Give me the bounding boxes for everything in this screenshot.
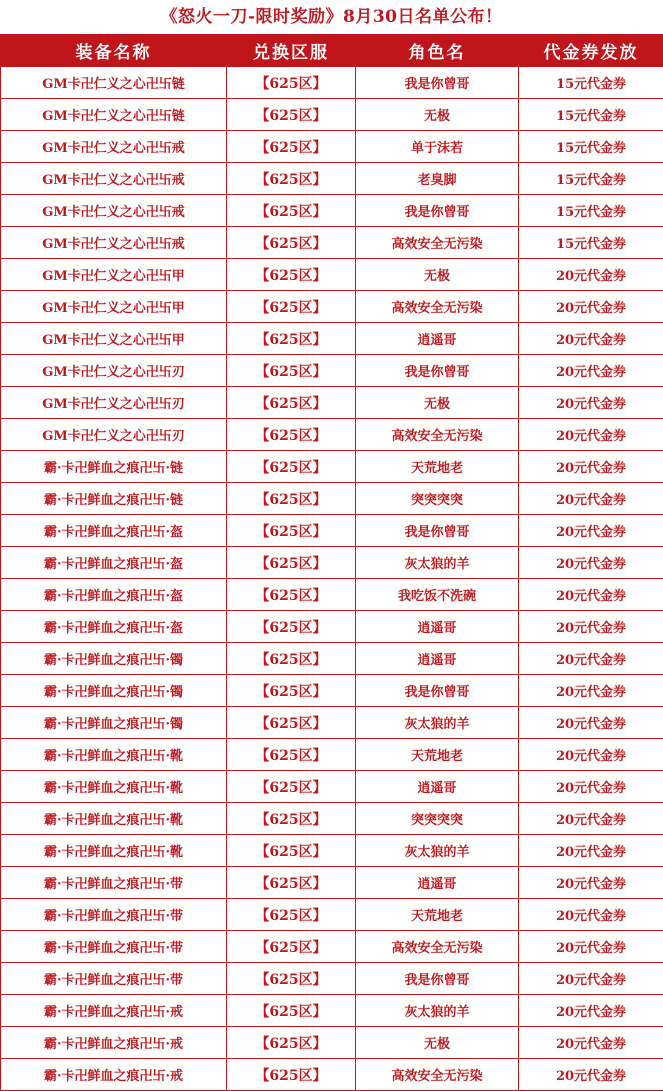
server-zone-cell: 【625区】 xyxy=(227,515,356,547)
server-zone-cell: 【625区】 xyxy=(227,291,356,323)
server-zone-cell: 【625区】 xyxy=(227,195,356,227)
character-name-cell: 单于沫若 xyxy=(356,131,519,163)
equipment-name-cell: 霸·卡卍鲜血之痕卍卐·靴 xyxy=(1,739,227,771)
character-name-cell: 灰太狼的羊 xyxy=(356,707,519,739)
table-row xyxy=(1,1059,663,1091)
server-zone-cell: 【625区】 xyxy=(227,483,356,515)
equipment-name-cell: 霸·卡卍鲜血之痕卍卐·盔 xyxy=(1,611,227,643)
server-zone-cell: 【625区】 xyxy=(227,611,356,643)
table-row xyxy=(1,419,663,451)
equipment-name-cell: GM卡卍仁义之心卍卐戒 xyxy=(1,227,227,259)
character-name-cell: 无极 xyxy=(356,259,519,291)
voucher-cell: 20元代金券 xyxy=(519,643,663,675)
equipment-name-cell: 霸·卡卍鲜血之痕卍卐·镯 xyxy=(1,643,227,675)
equipment-name-cell: 霸·卡卍鲜血之痕卍卐·戒 xyxy=(1,995,227,1027)
equipment-name-cell: GM卡卍仁义之心卍卐戒 xyxy=(1,163,227,195)
equipment-name-cell: 霸·卡卍鲜血之痕卍卐·镯 xyxy=(1,675,227,707)
table-row xyxy=(1,451,663,483)
table-row xyxy=(1,227,663,259)
table-row xyxy=(1,675,663,707)
character-name-cell: 逍遥哥 xyxy=(356,611,519,643)
voucher-cell: 20元代金券 xyxy=(519,995,663,1027)
column-header-equipment: 装备名称 xyxy=(1,35,227,67)
character-name-cell: 无极 xyxy=(356,1027,519,1059)
server-zone-cell: 【625区】 xyxy=(227,259,356,291)
server-zone-cell: 【625区】 xyxy=(227,739,356,771)
equipment-name-cell: GM卡卍仁义之心卍卐甲 xyxy=(1,259,227,291)
column-header-character: 角色名 xyxy=(356,35,519,67)
equipment-name-cell: GM卡卍仁义之心卍卐戒 xyxy=(1,195,227,227)
voucher-cell: 20元代金券 xyxy=(519,899,663,931)
table-row xyxy=(1,483,663,515)
voucher-cell: 20元代金券 xyxy=(519,739,663,771)
voucher-cell: 20元代金券 xyxy=(519,323,663,355)
character-name-cell: 无极 xyxy=(356,99,519,131)
equipment-name-cell: GM卡卍仁义之心卍卐刃 xyxy=(1,355,227,387)
character-name-cell: 突突突突 xyxy=(356,483,519,515)
table-row xyxy=(1,963,663,995)
server-zone-cell: 【625区】 xyxy=(227,419,356,451)
equipment-name-cell: 霸·卡卍鲜血之痕卍卐·镯 xyxy=(1,707,227,739)
voucher-cell: 20元代金券 xyxy=(519,547,663,579)
server-zone-cell: 【625区】 xyxy=(227,67,356,99)
reward-table xyxy=(0,34,663,1091)
character-name-cell: 我是你曾哥 xyxy=(356,355,519,387)
table-row xyxy=(1,195,663,227)
voucher-cell: 20元代金券 xyxy=(519,803,663,835)
table-row xyxy=(1,771,663,803)
character-name-cell: 我是你曾哥 xyxy=(356,67,519,99)
equipment-name-cell: 霸·卡卍鲜血之痕卍卐·靴 xyxy=(1,835,227,867)
character-name-cell: 我是你曾哥 xyxy=(356,195,519,227)
equipment-name-cell: GM卡卍仁义之心卍卐刃 xyxy=(1,419,227,451)
server-zone-cell: 【625区】 xyxy=(227,643,356,675)
server-zone-cell: 【625区】 xyxy=(227,963,356,995)
table-row xyxy=(1,515,663,547)
voucher-cell: 15元代金券 xyxy=(519,67,663,99)
voucher-cell: 20元代金券 xyxy=(519,771,663,803)
character-name-cell: 无极 xyxy=(356,387,519,419)
equipment-name-cell: GM卡卍仁义之心卍卐甲 xyxy=(1,323,227,355)
character-name-cell: 高效安全无污染 xyxy=(356,419,519,451)
server-zone-cell: 【625区】 xyxy=(227,771,356,803)
server-zone-cell: 【625区】 xyxy=(227,899,356,931)
table-row xyxy=(1,291,663,323)
table-row xyxy=(1,259,663,291)
voucher-cell: 20元代金券 xyxy=(519,611,663,643)
server-zone-cell: 【625区】 xyxy=(227,355,356,387)
voucher-cell: 20元代金券 xyxy=(519,451,663,483)
server-zone-cell: 【625区】 xyxy=(227,387,356,419)
voucher-cell: 20元代金券 xyxy=(519,579,663,611)
voucher-cell: 20元代金券 xyxy=(519,963,663,995)
voucher-cell: 20元代金券 xyxy=(519,707,663,739)
voucher-cell: 20元代金券 xyxy=(519,1027,663,1059)
table-row xyxy=(1,323,663,355)
server-zone-cell: 【625区】 xyxy=(227,131,356,163)
character-name-cell: 我是你曾哥 xyxy=(356,963,519,995)
server-zone-cell: 【625区】 xyxy=(227,835,356,867)
equipment-name-cell: 霸·卡卍鲜血之痕卍卐·带 xyxy=(1,931,227,963)
equipment-name-cell: 霸·卡卍鲜血之痕卍卐·带 xyxy=(1,899,227,931)
table-row xyxy=(1,99,663,131)
server-zone-cell: 【625区】 xyxy=(227,579,356,611)
character-name-cell: 逍遥哥 xyxy=(356,867,519,899)
table-row xyxy=(1,739,663,771)
server-zone-cell: 【625区】 xyxy=(227,931,356,963)
character-name-cell: 高效安全无污染 xyxy=(356,931,519,963)
character-name-cell: 逍遥哥 xyxy=(356,771,519,803)
server-zone-cell: 【625区】 xyxy=(227,163,356,195)
server-zone-cell: 【625区】 xyxy=(227,707,356,739)
voucher-cell: 15元代金券 xyxy=(519,163,663,195)
voucher-cell: 20元代金券 xyxy=(519,867,663,899)
server-zone-cell: 【625区】 xyxy=(227,675,356,707)
character-name-cell: 突突突突 xyxy=(356,803,519,835)
equipment-name-cell: 霸·卡卍鲜血之痕卍卐·靴 xyxy=(1,803,227,835)
table-row xyxy=(1,1027,663,1059)
equipment-name-cell: 霸·卡卍鲜血之痕卍卐·带 xyxy=(1,867,227,899)
character-name-cell: 灰太狼的羊 xyxy=(356,835,519,867)
table-row xyxy=(1,931,663,963)
table-row xyxy=(1,163,663,195)
table-row xyxy=(1,643,663,675)
equipment-name-cell: 霸·卡卍鲜血之痕卍卐·靴 xyxy=(1,771,227,803)
server-zone-cell: 【625区】 xyxy=(227,547,356,579)
character-name-cell: 高效安全无污染 xyxy=(356,227,519,259)
character-name-cell: 逍遥哥 xyxy=(356,323,519,355)
table-row xyxy=(1,835,663,867)
server-zone-cell: 【625区】 xyxy=(227,227,356,259)
table-row xyxy=(1,611,663,643)
equipment-name-cell: 霸·卡卍鲜血之痕卍卐·戒 xyxy=(1,1027,227,1059)
server-zone-cell: 【625区】 xyxy=(227,995,356,1027)
voucher-cell: 20元代金券 xyxy=(519,419,663,451)
table-row xyxy=(1,579,663,611)
character-name-cell: 灰太狼的羊 xyxy=(356,995,519,1027)
voucher-cell: 20元代金券 xyxy=(519,835,663,867)
table-row xyxy=(1,355,663,387)
voucher-cell: 15元代金券 xyxy=(519,131,663,163)
server-zone-cell: 【625区】 xyxy=(227,323,356,355)
character-name-cell: 我吃饭不洗碗 xyxy=(356,579,519,611)
equipment-name-cell: GM卡卍仁义之心卍卐链 xyxy=(1,67,227,99)
equipment-name-cell: GM卡卍仁义之心卍卐链 xyxy=(1,99,227,131)
equipment-name-cell: 霸·卡卍鲜血之痕卍卐·盔 xyxy=(1,547,227,579)
table-row xyxy=(1,899,663,931)
character-name-cell: 老臭脚 xyxy=(356,163,519,195)
character-name-cell: 高效安全无污染 xyxy=(356,1059,519,1091)
table-row xyxy=(1,707,663,739)
server-zone-cell: 【625区】 xyxy=(227,867,356,899)
voucher-cell: 20元代金券 xyxy=(519,259,663,291)
voucher-cell: 15元代金券 xyxy=(519,99,663,131)
table-row xyxy=(1,67,663,99)
character-name-cell: 高效安全无污染 xyxy=(356,291,519,323)
character-name-cell: 逍遥哥 xyxy=(356,643,519,675)
column-header-voucher: 代金券发放 xyxy=(519,35,663,67)
voucher-cell: 20元代金券 xyxy=(519,1059,663,1091)
equipment-name-cell: 霸·卡卍鲜血之痕卍卐·链 xyxy=(1,483,227,515)
voucher-cell: 15元代金券 xyxy=(519,227,663,259)
equipment-name-cell: 霸·卡卍鲜血之痕卍卐·戒 xyxy=(1,1059,227,1091)
character-name-cell: 天荒地老 xyxy=(356,739,519,771)
server-zone-cell: 【625区】 xyxy=(227,451,356,483)
equipment-name-cell: 霸·卡卍鲜血之痕卍卐·带 xyxy=(1,963,227,995)
character-name-cell: 我是你曾哥 xyxy=(356,675,519,707)
voucher-cell: 20元代金券 xyxy=(519,483,663,515)
character-name-cell: 灰太狼的羊 xyxy=(356,547,519,579)
table-header-row xyxy=(1,35,663,67)
character-name-cell: 天荒地老 xyxy=(356,451,519,483)
table-row xyxy=(1,803,663,835)
equipment-name-cell: 霸·卡卍鲜血之痕卍卐·链 xyxy=(1,451,227,483)
voucher-cell: 20元代金券 xyxy=(519,515,663,547)
character-name-cell: 天荒地老 xyxy=(356,899,519,931)
server-zone-cell: 【625区】 xyxy=(227,99,356,131)
voucher-cell: 20元代金券 xyxy=(519,931,663,963)
voucher-cell: 20元代金券 xyxy=(519,675,663,707)
server-zone-cell: 【625区】 xyxy=(227,1059,356,1091)
voucher-cell: 20元代金券 xyxy=(519,387,663,419)
voucher-cell: 20元代金券 xyxy=(519,291,663,323)
equipment-name-cell: GM卡卍仁义之心卍卐甲 xyxy=(1,291,227,323)
equipment-name-cell: GM卡卍仁义之心卍卐刃 xyxy=(1,387,227,419)
server-zone-cell: 【625区】 xyxy=(227,1027,356,1059)
column-header-server: 兑换区服 xyxy=(227,35,356,67)
equipment-name-cell: GM卡卍仁义之心卍卐戒 xyxy=(1,131,227,163)
voucher-cell: 20元代金券 xyxy=(519,355,663,387)
table-row xyxy=(1,131,663,163)
table-row xyxy=(1,547,663,579)
equipment-name-cell: 霸·卡卍鲜血之痕卍卐·盔 xyxy=(1,579,227,611)
table-row xyxy=(1,387,663,419)
table-body xyxy=(1,67,663,1091)
page-title: 《怒火一刀-限时奖励》8月30日名单公布！ xyxy=(0,0,663,34)
table-row xyxy=(1,995,663,1027)
equipment-name-cell: 霸·卡卍鲜血之痕卍卐·盔 xyxy=(1,515,227,547)
server-zone-cell: 【625区】 xyxy=(227,803,356,835)
table-row xyxy=(1,867,663,899)
voucher-cell: 15元代金券 xyxy=(519,195,663,227)
character-name-cell: 我是你曾哥 xyxy=(356,515,519,547)
